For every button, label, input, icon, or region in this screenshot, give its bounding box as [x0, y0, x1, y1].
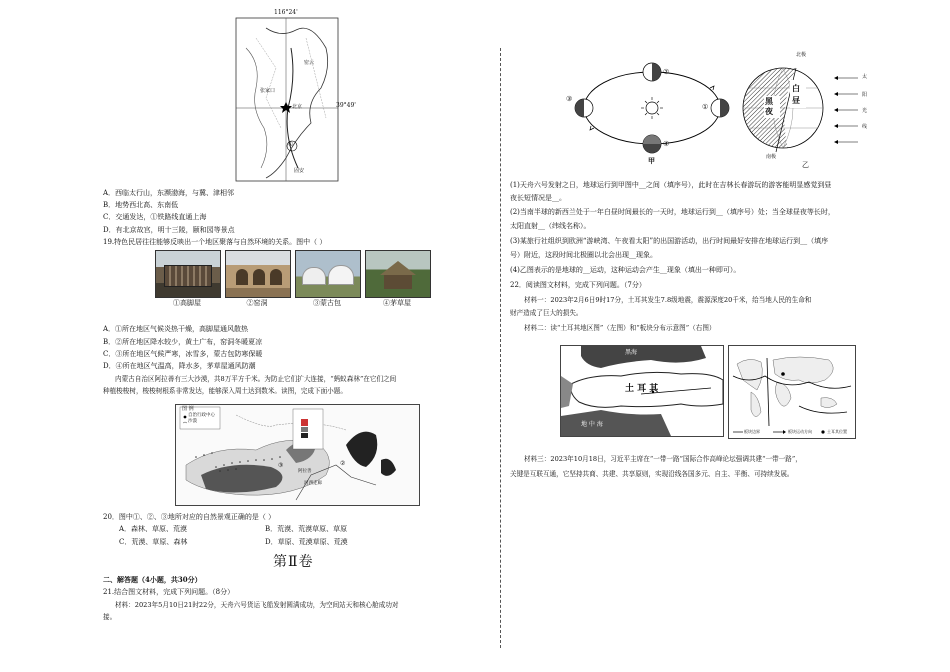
q18-option-c: C．交通发达，①铁路线直通上海	[103, 213, 207, 221]
pole-south-label: 南极	[766, 154, 777, 160]
q20-stem: 20．图中①、②、③地所对应的自然景观正确的是（ ）	[103, 513, 276, 521]
orbit-label-jia: 甲	[648, 156, 655, 165]
q18-option-d: D．有北京故宫，明十三陵，颐和园等景点	[103, 226, 235, 234]
map-label-1: ①	[288, 141, 294, 148]
plate-map-svg	[729, 346, 855, 438]
q21-part3-line2: 号）附近，这段时间北极圈以北会出现__现象。	[510, 251, 657, 259]
orbit-label-4: ④	[663, 140, 670, 148]
caption-yurt: ③蒙古包	[313, 299, 341, 307]
q19-option-d: D．④所在地区气温高，降水多，茅草屋通风防潮	[103, 362, 256, 370]
orbit-label-3: ③	[566, 95, 573, 103]
turkey-map	[560, 345, 724, 437]
sunlight-char-4: 线	[862, 124, 868, 130]
orbit-svg	[570, 48, 735, 168]
map-lon-label: 116°24'	[274, 9, 298, 16]
q21-part1-line2: 夜长短情况是__。	[510, 194, 566, 202]
q22-material3-line2: 关键是互联互通，它坚持共商、共建、共享原则，实现沿线各国多元、自主、平衡、可持续发展。	[510, 470, 794, 478]
q21-material-line1: 材料：2023年5月10日21时22分，天舟六号货运飞船发射圆满成功，为空间站天和核心舱成功对	[115, 601, 399, 609]
q18-option-b: B．地势西北高、东南低	[103, 201, 179, 209]
pole-north-label: 北极	[796, 52, 807, 58]
sunlight-char-2: 阳	[862, 92, 868, 98]
map2-label-hexi: 河西走廊	[304, 481, 322, 486]
column-divider	[500, 48, 501, 648]
right-column	[510, 0, 905, 672]
map-label-guan: 固安	[294, 168, 305, 174]
photo-thatched-hut	[365, 250, 431, 298]
day-label: 白昼	[792, 83, 800, 105]
beijing-map	[236, 8, 356, 183]
q21-part4: (4)乙图表示的是地球的__运动，这种运动会产生__现象（填出一种即可）。	[510, 266, 741, 274]
map2-legend-capital: 自治行政中心	[188, 413, 215, 418]
photo-cave-dwelling	[225, 250, 291, 298]
part2-title: 第Ⅱ卷	[273, 554, 314, 570]
plate-legend-direction: 板块运动方向	[788, 429, 812, 434]
turkey-country-label: 土 耳 其	[625, 384, 659, 394]
q21-part1-line1: (1)天舟六号发射之日，地球运行到甲图中__之间（填序号），此时在吉林长春游玩的游客能明显感觉到昼	[510, 181, 832, 189]
q22-material1-line2: 财产造成了巨大的损失。	[510, 309, 583, 317]
q22-material3-line1: 材料三：2023年10月18日，习近平主席在“一带一路”国际合作高峰论坛强调共建“一带一路”，	[524, 455, 802, 463]
map2-label-2: ②	[340, 460, 346, 467]
q21-part2-line2: 太阳直射__（纬线名称）。	[510, 222, 591, 230]
map2-label-3: ③	[278, 462, 284, 469]
q22-stem: 22．阅读图文材料，完成下列问题。（7分）	[510, 281, 646, 289]
q21-stem: 21.结合图文材料，完成下列问题。（8分）	[103, 588, 235, 596]
orbit-label-1: ①	[702, 103, 709, 111]
photo-yurt	[295, 250, 361, 298]
q22-material1-line1: 材料一：2023年2月6日9时17分，土耳其发生7.8级地震，震源深度20千米，给当地人民的生命和	[524, 296, 812, 304]
map2-legend-title: 图 例	[182, 406, 194, 412]
q21-material-line2: 接。	[103, 613, 117, 621]
alxa-desert-map	[175, 404, 420, 506]
sunlight-char-3: 光	[862, 108, 868, 114]
caption-stilt-house: ①高脚屋	[173, 299, 201, 307]
q21-part2-line1: (2)当南半球的新西兰处于一年白昼时间最长的一天时，地球运行到__（填序号）处；当全球昼夜等长时，	[510, 208, 835, 216]
map-label-beijing: 北京	[292, 104, 303, 110]
q19-option-a: A．①所在地区气候炎热干燥，高脚屋通风散热	[103, 325, 249, 333]
q19-stem: 19.特色民居往往能够反映出一个地区聚落与自然环境的关系。图中（ ）	[103, 238, 327, 246]
photo-stilt-house	[155, 250, 221, 298]
q19-option-c: C．③所在地区气候严寒，冰雪多，蒙古包防寒保暖	[103, 350, 263, 358]
orbit-label-yi: 乙	[802, 161, 809, 169]
q20-option-d: D．草原、荒漠草原、荒漠	[265, 538, 348, 546]
plate-map	[728, 345, 856, 439]
q20-option-a: A．森林、草原、荒漠	[119, 525, 188, 533]
map2-label-alxa: 阿拉善	[298, 469, 312, 474]
left-column	[95, 0, 490, 672]
caption-cave-dwelling: ②窑洞	[246, 299, 268, 307]
day-night-diagram	[738, 48, 888, 173]
q19-option-b: B．②所在地区降水较少，黄土广布，窑洞冬暖夏凉	[103, 338, 263, 346]
q20-option-c: C．荒漠、草原、森林	[119, 538, 188, 546]
beijing-map-svg	[236, 8, 346, 183]
map-lat-label: 39°49'	[336, 102, 356, 109]
map-label-miyun: 密云	[304, 60, 315, 66]
caption-thatched-hut: ④茅草屋	[383, 299, 411, 307]
alxa-map-svg	[176, 405, 419, 505]
orbit-label-2: ②	[663, 68, 670, 76]
q21-part3-line1: (3)某旅行社组织到欧洲“游峡湾、午夜看太阳”的出国游活动，出行时间最好安排在地球运行到__（填序	[510, 237, 829, 245]
map2-legend-desert: 沙漠	[188, 419, 197, 424]
turkey-sea-north: 黑海	[625, 349, 638, 356]
turkey-sea-south: 地 中 海	[581, 421, 603, 428]
q18-option-a: A．西临太行山，东濒渤海，与冀、津相邻	[103, 189, 235, 197]
sunlight-char-1: 太	[862, 74, 868, 80]
q20-intro-line2: 种植梭梭树，梭梭树根系非常发达，能够深入周土达到数米。读图，完成下面小题。	[103, 387, 347, 395]
plate-legend-boundary: 板块边界	[744, 429, 760, 434]
q22-material2: 材料二：读“土耳其地区图”（左图）和“板块分布示意图”（右图）	[524, 324, 716, 332]
map-label-zhangjiakou: 张家口	[260, 88, 276, 94]
earth-orbit-diagram	[566, 48, 735, 168]
q20-intro-line1: 内蒙古自治区阿拉善有三大沙漠，共8万平方千米。为防止它们扩大连接，“蚂蚁森林”在它们之间	[115, 375, 397, 383]
part2-heading: 二、解答题（4小题，共30分）	[103, 575, 202, 584]
night-label: 黑夜	[765, 96, 773, 116]
q20-option-b: B．荒漠、荒漠草原、草原	[265, 525, 348, 533]
plate-legend-turkey: 土耳其位置	[827, 429, 847, 434]
